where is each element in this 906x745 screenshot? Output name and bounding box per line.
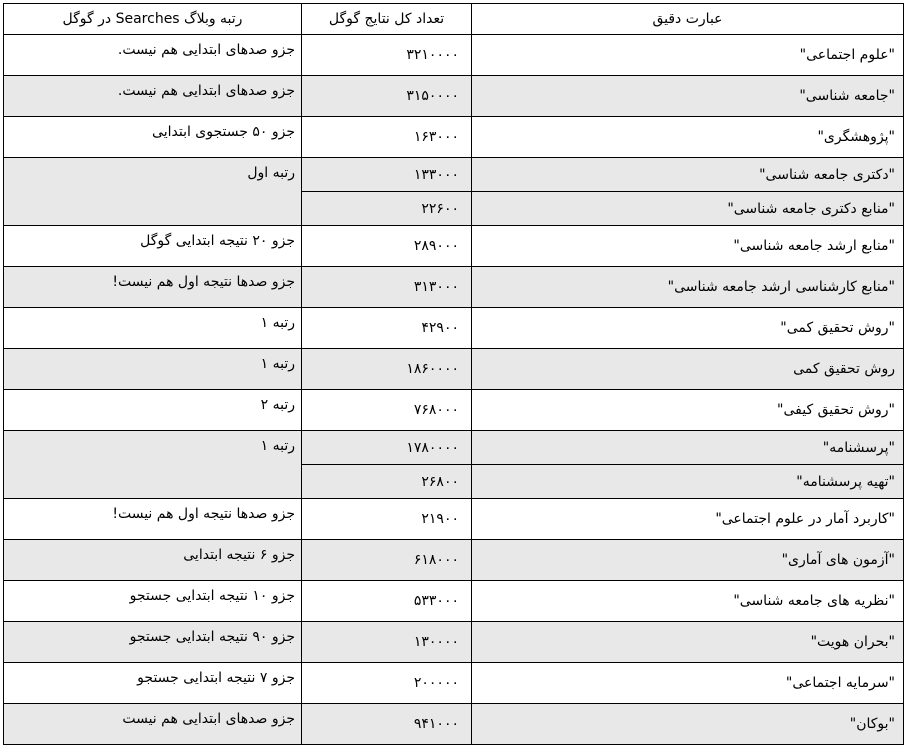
table-row bbox=[4, 431, 904, 465]
phrase-cell: "بوکان" bbox=[472, 704, 904, 745]
count-cell: ۲۶۸۰۰ bbox=[302, 465, 472, 499]
rank-cell: رتبه ۱ bbox=[4, 431, 302, 499]
rank-cell: جزو ۶ نتیجه ابتدایی bbox=[4, 540, 302, 581]
count-cell: ۶۱۸۰۰۰ bbox=[302, 540, 472, 581]
rank-cell: جزو صدهای ابتدایی هم نیست. bbox=[4, 35, 302, 76]
phrase-cell: "تهیه پرسشنامه" bbox=[472, 465, 904, 499]
phrase-cell: "کاربرد آمار در علوم اجتماعی" bbox=[472, 499, 904, 540]
phrase-cell: "منابع ارشد جامعه شناسی" bbox=[472, 226, 904, 267]
phrase-cell: "روش تحقیق کمی" bbox=[472, 308, 904, 349]
rank-cell: رتبه ۱ bbox=[4, 308, 302, 349]
count-cell: ۲۲۶۰۰ bbox=[302, 192, 472, 226]
count-cell: ۱۸۶۰۰۰۰ bbox=[302, 349, 472, 390]
count-cell: ۱۶۳۰۰۰ bbox=[302, 117, 472, 158]
phrase-cell: "پرسشنامه" bbox=[472, 431, 904, 465]
count-cell: ۳۲۱۰۰۰۰ bbox=[302, 35, 472, 76]
phrase-cell: "روش تحقیق کیفی" bbox=[472, 390, 904, 431]
header-count: تعداد کل نتایج گوگل bbox=[302, 4, 472, 35]
header-row bbox=[4, 4, 904, 35]
rank-cell: جزو ۱۰ نتیجه ابتدایی جستجو bbox=[4, 581, 302, 622]
count-cell: ۷۶۸۰۰۰ bbox=[302, 390, 472, 431]
rank-cell: جزو صدها نتیجه اول هم نیست! bbox=[4, 267, 302, 308]
rank-cell: رتبه اول bbox=[4, 158, 302, 226]
phrase-cell: "منابع کارشناسی ارشد جامعه شناسی" bbox=[472, 267, 904, 308]
count-cell: ۵۳۳۰۰۰ bbox=[302, 581, 472, 622]
table-row bbox=[4, 308, 904, 349]
rank-cell: جزو صدها نتیجه اول هم نیست! bbox=[4, 499, 302, 540]
count-cell: ۹۴۱۰۰۰ bbox=[302, 704, 472, 745]
table-row bbox=[4, 349, 904, 390]
phrase-cell: "دکتری جامعه شناسی" bbox=[472, 158, 904, 192]
table-row bbox=[4, 158, 904, 192]
rank-cell: جزو ۹۰ نتیجه ابتدایی جستجو bbox=[4, 622, 302, 663]
phrase-cell: روش تحقیق کمی bbox=[472, 349, 904, 390]
rank-cell: جزو ۷ نتیجه ابتدایی جستجو bbox=[4, 663, 302, 704]
count-cell: ۳۱۵۰۰۰۰ bbox=[302, 76, 472, 117]
rank-cell: جزو صدهای ابتدایی هم نیست. bbox=[4, 76, 302, 117]
table-row bbox=[4, 499, 904, 540]
phrase-cell: "علوم اجتماعی" bbox=[472, 35, 904, 76]
table-row bbox=[4, 35, 904, 76]
phrase-cell: "منابع دکتری جامعه شناسی" bbox=[472, 192, 904, 226]
search-rank-table bbox=[3, 3, 904, 745]
phrase-cell: "جامعه شناسی" bbox=[472, 76, 904, 117]
table-row bbox=[4, 267, 904, 308]
table-row bbox=[4, 663, 904, 704]
table-row bbox=[4, 390, 904, 431]
phrase-cell: "بحران هویت" bbox=[472, 622, 904, 663]
header-phrase: عبارت دقیق bbox=[472, 4, 904, 35]
count-cell: ۲۸۹۰۰۰ bbox=[302, 226, 472, 267]
table-row bbox=[4, 622, 904, 663]
rank-cell: رتبه ۱ bbox=[4, 349, 302, 390]
rank-cell: جزو صدهای ابتدایی هم نیست bbox=[4, 704, 302, 745]
table-row bbox=[4, 540, 904, 581]
rank-cell: جزو ۵۰ جستجوی ابتدایی bbox=[4, 117, 302, 158]
header-rank: رتبه وبلاگ Searches در گوگل bbox=[4, 4, 302, 35]
table-row bbox=[4, 76, 904, 117]
count-cell: ۲۰۰۰۰۰ bbox=[302, 663, 472, 704]
table-row bbox=[4, 117, 904, 158]
table-row bbox=[4, 704, 904, 745]
count-cell: ۱۷۸۰۰۰۰ bbox=[302, 431, 472, 465]
phrase-cell: "پژوهشگری" bbox=[472, 117, 904, 158]
count-cell: ۲۱۹۰۰ bbox=[302, 499, 472, 540]
count-cell: ۱۳۳۰۰۰ bbox=[302, 158, 472, 192]
phrase-cell: "سرمایه اجتماعی" bbox=[472, 663, 904, 704]
table-row bbox=[4, 226, 904, 267]
table-row bbox=[4, 581, 904, 622]
count-cell: ۴۲۹۰۰ bbox=[302, 308, 472, 349]
rank-cell: رتبه ۲ bbox=[4, 390, 302, 431]
rank-cell: جزو ۲۰ نتیجه ابتدایی گوگل bbox=[4, 226, 302, 267]
count-cell: ۳۱۳۰۰۰ bbox=[302, 267, 472, 308]
count-cell: ۱۳۰۰۰۰ bbox=[302, 622, 472, 663]
phrase-cell: "نظریه های جامعه شناسی" bbox=[472, 581, 904, 622]
phrase-cell: "آزمون های آماری" bbox=[472, 540, 904, 581]
